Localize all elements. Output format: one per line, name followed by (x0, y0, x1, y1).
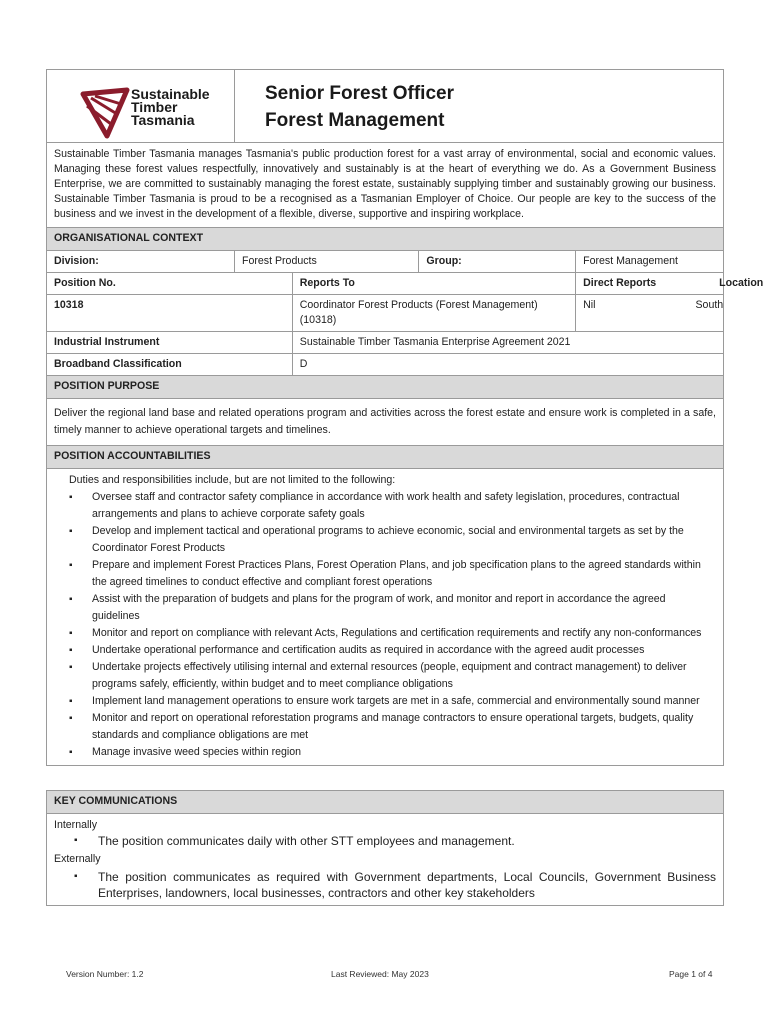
position-purpose-text: Deliver the regional land base and related operations program and activities across the forest estate and ensure work is completed in a safe, timely manner to achieve operational targets and timelines. (47, 399, 724, 446)
last-reviewed: Last Reviewed: May 2023 (331, 969, 429, 979)
reports-to-value: Coordinator Forest Products (Forest Management) (10318) (292, 295, 575, 332)
accountabilities-list (69, 489, 716, 761)
sustainable-timber-tasmania-logo (77, 84, 137, 144)
logo-word-1: Sustainable (131, 86, 210, 102)
key-communications-table (46, 790, 724, 906)
location-label: Location (719, 277, 764, 289)
industrial-instrument-label: Industrial Instrument (47, 332, 293, 354)
logo-wordmark (131, 88, 210, 127)
logo-cell (47, 70, 235, 143)
list-item: ▪ Undertake operational performance and certification audits as required in accordance with the agreed audit processes (69, 642, 716, 659)
list-item: ▪ Undertake projects effectively utilising internal and external resources (people, equipment and contract management) to deliver programs safely, efficiently, within budget and to meet compliance obligations (69, 659, 716, 693)
position-description-table (46, 69, 764, 766)
key-communications-heading: KEY COMMUNICATIONS (47, 791, 724, 814)
list-item: ▪ Assist with the preparation of budgets and plans for the program of work, and monitor and report in accordance the agreed guidelines (69, 591, 716, 625)
internal-list (54, 833, 716, 849)
group-label: Group: (419, 251, 576, 273)
logo-word-3: Tasmania (131, 112, 195, 128)
title-cell (235, 70, 724, 143)
position-purpose-heading: POSITION PURPOSE (47, 376, 724, 399)
list-item: ▪ Monitor and report on compliance with relevant Acts, Regulations and certification requirements and rectify any non-conformances (69, 625, 716, 642)
reports-to-label: Reports To (292, 273, 575, 295)
list-item: ▪ Implement land management operations to ensure work targets are met in a safe, commercial and environmentally sound manner (69, 693, 716, 710)
organisational-context-heading: ORGANISATIONAL CONTEXT (47, 228, 724, 251)
list-item: ▪ Manage invasive weed species within region (69, 744, 716, 761)
direct-reports-value (576, 295, 724, 332)
position-subtitle: Forest Management (265, 110, 445, 131)
position-no-value: 10318 (47, 295, 293, 332)
internally-label: Internally (54, 819, 97, 831)
industrial-instrument-value: Sustainable Timber Tasmania Enterprise Agreement 2021 (292, 332, 723, 354)
broadband-classification-label: Broadband Classification (47, 354, 293, 376)
division-value: Forest Products (235, 251, 419, 273)
version-number: Version Number: 1.2 (66, 969, 144, 979)
external-list (54, 869, 716, 901)
key-communications-cell (47, 814, 724, 906)
logo-word-2: Timber (131, 99, 178, 115)
list-item: ▪ Oversee staff and contractor safety compliance in accordance with work health and safety legislation, procedures, contractual arrangements and plans to achieve corporate safety goals (69, 489, 716, 523)
group-value: Forest Management (576, 251, 724, 273)
list-item: ▪ Monitor and report on operational reforestation programs and manage contractors to ensure operational targets, budgets, quality standards and compliance obligations are met (69, 710, 716, 744)
list-item: ▪ Prepare and implement Forest Practices Plans, Forest Operation Plans, and job specification plans to the agreed standards within the agreed timelines to conduct effective and compliant forest operations (69, 557, 716, 591)
list-item: ▪ The position communicates as required with Government departments, Local Councils, Government Business Enterprises, landowners, local businesses, contractors and other key stakeholders (54, 869, 716, 901)
externally-label: Externally (54, 853, 101, 865)
position-title: Senior Forest Officer (265, 83, 454, 104)
document-page (46, 69, 764, 906)
broadband-classification-value: D (292, 354, 723, 376)
position-no-label: Position No. (47, 273, 293, 295)
location-value: South (695, 299, 724, 311)
accountabilities-intro: Duties and responsibilities include, but are not limited to the following: (69, 474, 396, 486)
list-item: ▪ The position communicates daily with other STT employees and management. (54, 833, 716, 849)
intro-paragraph: Sustainable Timber Tasmania manages Tasmania's public production forest for a vast array of environmental, social and economic values. Managing these forest values respectfully, innovatively and sustainably is at the heart of everything we do. As a Government Business Enterprise, we are committed to sustainably managing the forest estate, sustainably supplying timber and sustainably growing our business. Sustainable Timber Tasmania is proud to be a recognised as a Tasmanian Employer of Choice. Our people are key to the success of the business and we invest in the development of a flexible, diverse, supportive and inspiring workplace. (47, 143, 724, 228)
page-number: Page 1 of 4 (669, 969, 713, 979)
list-item: ▪ Develop and implement tactical and operational programs to achieve economic, social and environmental targets as set by the Coordinator Forest Products (69, 523, 716, 557)
direct-reports-value-text: Nil (583, 299, 596, 311)
division-label: Division: (47, 251, 235, 273)
position-accountabilities-heading: POSITION ACCOUNTABILITIES (47, 446, 724, 469)
direct-reports-label (576, 273, 764, 295)
accountabilities-cell (47, 469, 724, 766)
direct-reports-label-text: Direct Reports (583, 277, 657, 289)
